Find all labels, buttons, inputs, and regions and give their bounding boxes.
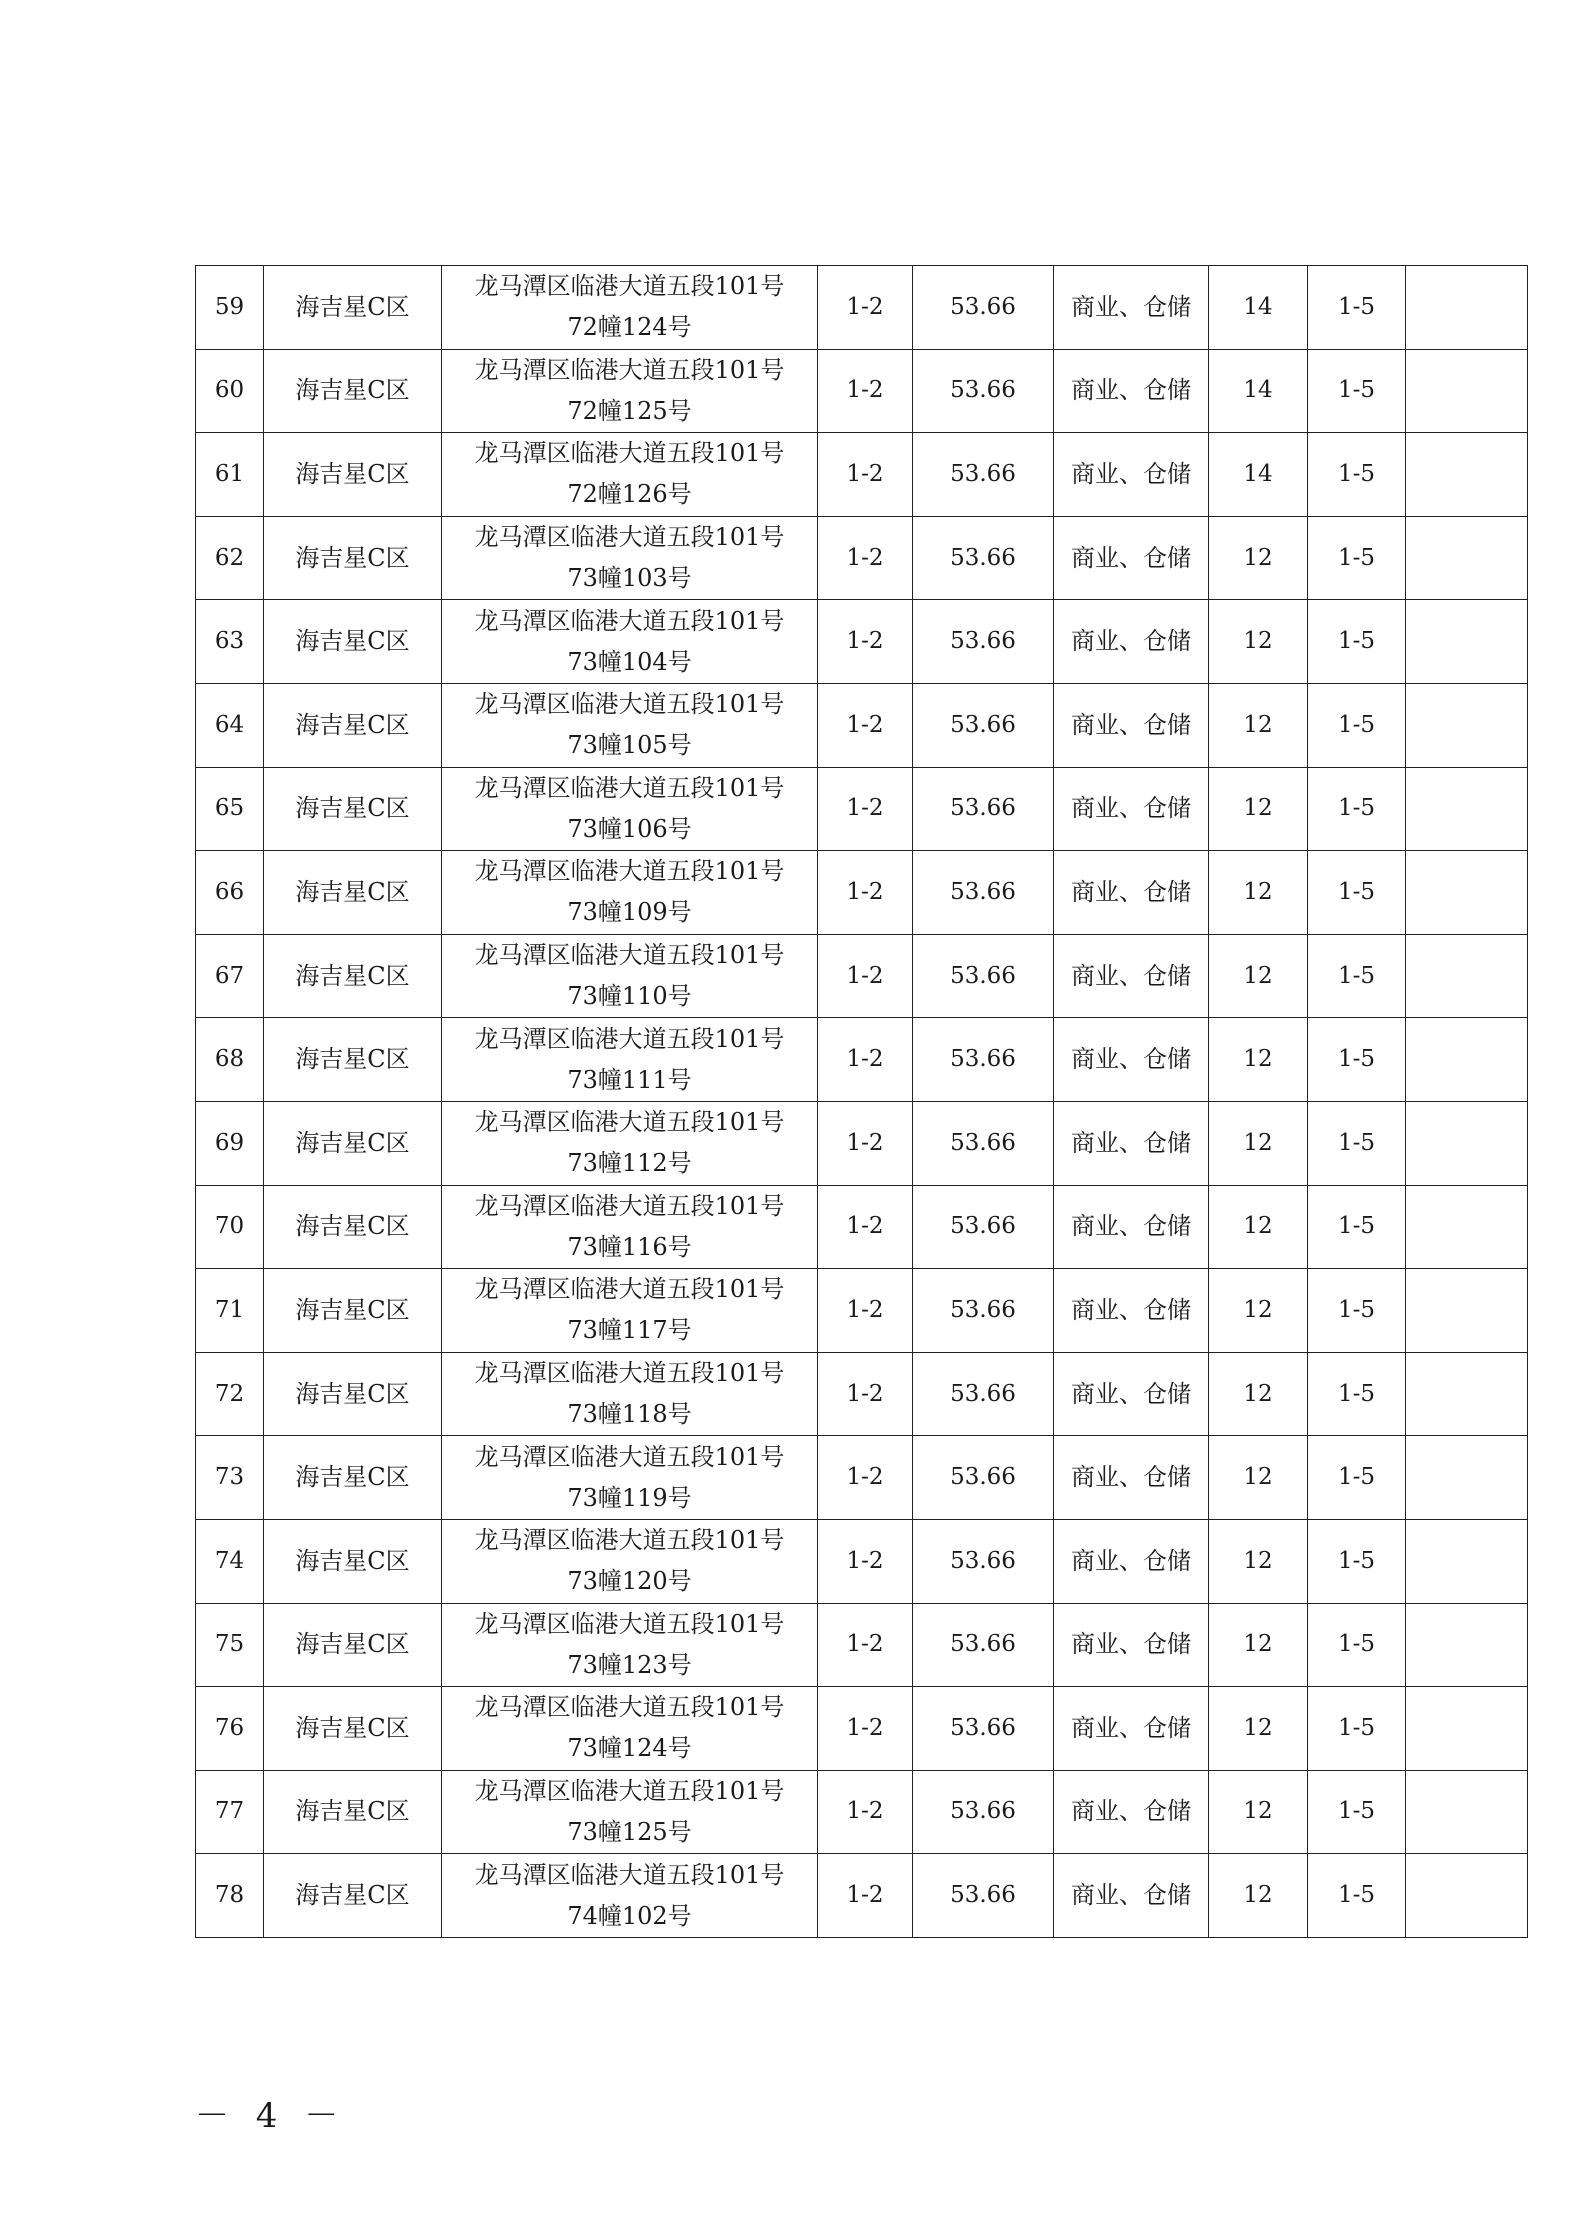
row-number-cell: 74 <box>196 1519 264 1603</box>
row-number-cell: 76 <box>196 1687 264 1771</box>
floor-cell: 1-2 <box>818 266 913 350</box>
note-cell <box>1406 433 1528 517</box>
address-line-2: 73幢124号 <box>567 1734 692 1763</box>
use-cell: 商业、仓储 <box>1054 266 1209 350</box>
use-cell: 商业、仓储 <box>1054 433 1209 517</box>
row-number-cell: 77 <box>196 1770 264 1854</box>
use-cell: 商业、仓储 <box>1054 1854 1209 1938</box>
area-cell: 海吉星C区 <box>264 1854 442 1938</box>
floor-cell: 1-2 <box>818 600 913 684</box>
address-line-1: 龙马潭区临港大道五段101号 <box>474 1776 785 1805</box>
area-cell: 海吉星C区 <box>264 1185 442 1269</box>
address-line-2: 73幢116号 <box>567 1232 692 1261</box>
note-cell <box>1406 1185 1528 1269</box>
use-cell: 商业、仓储 <box>1054 1101 1209 1185</box>
range-cell: 1-5 <box>1308 1101 1406 1185</box>
address-line-2: 73幢106号 <box>567 814 692 843</box>
note-cell <box>1406 1687 1528 1771</box>
address-line-1: 龙马潭区临港大道五段101号 <box>474 1024 785 1053</box>
size-cell: 53.66 <box>913 1352 1054 1436</box>
floor-cell: 1-2 <box>818 1519 913 1603</box>
floor-cell: 1-2 <box>818 1185 913 1269</box>
floor-cell: 1-2 <box>818 1352 913 1436</box>
size-cell: 53.66 <box>913 433 1054 517</box>
address-line-1: 龙马潭区临港大道五段101号 <box>474 1108 785 1137</box>
property-table <box>195 265 1528 1938</box>
use-cell: 商业、仓储 <box>1054 600 1209 684</box>
size-cell: 53.66 <box>913 266 1054 350</box>
row-number-cell: 62 <box>196 516 264 600</box>
address-line-1: 龙马潭区临港大道五段101号 <box>474 272 785 301</box>
row-number-cell: 66 <box>196 851 264 935</box>
range-cell: 1-5 <box>1308 1603 1406 1687</box>
size-cell: 53.66 <box>913 1436 1054 1520</box>
address-cell <box>442 1185 818 1269</box>
address-line-2: 72幢124号 <box>567 313 692 342</box>
area-cell: 海吉星C区 <box>264 851 442 935</box>
area-cell: 海吉星C区 <box>264 1436 442 1520</box>
table-row <box>196 1770 1528 1854</box>
size-cell: 53.66 <box>913 1185 1054 1269</box>
address-line-2: 73幢118号 <box>567 1400 692 1429</box>
count-cell: 12 <box>1209 600 1308 684</box>
use-cell: 商业、仓储 <box>1054 683 1209 767</box>
note-cell <box>1406 1770 1528 1854</box>
range-cell: 1-5 <box>1308 433 1406 517</box>
note-cell <box>1406 1603 1528 1687</box>
address-cell <box>442 1436 818 1520</box>
address-line-1: 龙马潭区临港大道五段101号 <box>474 1359 785 1388</box>
use-cell: 商业、仓储 <box>1054 1519 1209 1603</box>
range-cell: 1-5 <box>1308 600 1406 684</box>
address-line-1: 龙马潭区临港大道五段101号 <box>474 1609 785 1638</box>
range-cell: 1-5 <box>1308 1185 1406 1269</box>
row-number-cell: 60 <box>196 349 264 433</box>
address-line-2: 73幢125号 <box>567 1817 692 1846</box>
count-cell: 12 <box>1209 1185 1308 1269</box>
count-cell: 14 <box>1209 266 1308 350</box>
range-cell: 1-5 <box>1308 1018 1406 1102</box>
address-line-2: 72幢125号 <box>567 396 692 425</box>
address-line-2: 73幢120号 <box>567 1567 692 1596</box>
row-number-cell: 65 <box>196 767 264 851</box>
address-line-1: 龙马潭区临港大道五段101号 <box>474 523 785 552</box>
note-cell <box>1406 349 1528 433</box>
row-number-cell: 63 <box>196 600 264 684</box>
table-row <box>196 266 1528 350</box>
address-cell <box>442 1018 818 1102</box>
address-line-2: 72幢126号 <box>567 480 692 509</box>
row-number-cell: 78 <box>196 1854 264 1938</box>
range-cell: 1-5 <box>1308 266 1406 350</box>
address-cell <box>442 1854 818 1938</box>
use-cell: 商业、仓储 <box>1054 1269 1209 1353</box>
table-row <box>196 767 1528 851</box>
table-row <box>196 1018 1528 1102</box>
range-cell: 1-5 <box>1308 1269 1406 1353</box>
range-cell: 1-5 <box>1308 683 1406 767</box>
table-row <box>196 683 1528 767</box>
use-cell: 商业、仓储 <box>1054 1770 1209 1854</box>
address-cell <box>442 1770 818 1854</box>
area-cell: 海吉星C区 <box>264 767 442 851</box>
table-row <box>196 516 1528 600</box>
address-line-2: 73幢123号 <box>567 1650 692 1679</box>
count-cell: 12 <box>1209 934 1308 1018</box>
address-line-1: 龙马潭区临港大道五段101号 <box>474 439 785 468</box>
range-cell: 1-5 <box>1308 1687 1406 1771</box>
table-row <box>196 1603 1528 1687</box>
address-cell <box>442 1687 818 1771</box>
range-cell: 1-5 <box>1308 1854 1406 1938</box>
count-cell: 12 <box>1209 851 1308 935</box>
count-cell: 12 <box>1209 1018 1308 1102</box>
range-cell: 1-5 <box>1308 1770 1406 1854</box>
table-row <box>196 1269 1528 1353</box>
row-number-cell: 64 <box>196 683 264 767</box>
note-cell <box>1406 516 1528 600</box>
address-line-1: 龙马潭区临港大道五段101号 <box>474 857 785 886</box>
floor-cell: 1-2 <box>818 349 913 433</box>
use-cell: 商业、仓储 <box>1054 851 1209 935</box>
address-cell <box>442 433 818 517</box>
note-cell <box>1406 1519 1528 1603</box>
address-line-1: 龙马潭区临港大道五段101号 <box>474 1191 785 1220</box>
range-cell: 1-5 <box>1308 851 1406 935</box>
area-cell: 海吉星C区 <box>264 1603 442 1687</box>
address-line-1: 龙马潭区临港大道五段101号 <box>474 690 785 719</box>
area-cell: 海吉星C区 <box>264 1519 442 1603</box>
area-cell: 海吉星C区 <box>264 266 442 350</box>
use-cell: 商业、仓储 <box>1054 1603 1209 1687</box>
address-line-2: 73幢117号 <box>567 1316 692 1345</box>
use-cell: 商业、仓储 <box>1054 349 1209 433</box>
address-cell <box>442 851 818 935</box>
floor-cell: 1-2 <box>818 1269 913 1353</box>
size-cell: 53.66 <box>913 1603 1054 1687</box>
address-line-2: 74幢102号 <box>567 1901 692 1930</box>
floor-cell: 1-2 <box>818 934 913 1018</box>
row-number-cell: 68 <box>196 1018 264 1102</box>
area-cell: 海吉星C区 <box>264 1687 442 1771</box>
address-line-1: 龙马潭区临港大道五段101号 <box>474 1860 785 1889</box>
address-cell <box>442 600 818 684</box>
count-cell: 12 <box>1209 1436 1308 1520</box>
range-cell: 1-5 <box>1308 516 1406 600</box>
note-cell <box>1406 767 1528 851</box>
size-cell: 53.66 <box>913 683 1054 767</box>
range-cell: 1-5 <box>1308 767 1406 851</box>
table-row <box>196 851 1528 935</box>
address-line-1: 龙马潭区临港大道五段101号 <box>474 1526 785 1555</box>
size-cell: 53.66 <box>913 934 1054 1018</box>
area-cell: 海吉星C区 <box>264 1269 442 1353</box>
address-line-1: 龙马潭区临港大道五段101号 <box>474 355 785 384</box>
area-cell: 海吉星C区 <box>264 433 442 517</box>
floor-cell: 1-2 <box>818 1018 913 1102</box>
table-body <box>196 266 1528 1938</box>
row-number-cell: 69 <box>196 1101 264 1185</box>
row-number-cell: 71 <box>196 1269 264 1353</box>
floor-cell: 1-2 <box>818 433 913 517</box>
address-line-2: 73幢110号 <box>567 982 692 1011</box>
address-line-2: 73幢111号 <box>567 1065 692 1094</box>
address-line-2: 73幢104号 <box>567 647 692 676</box>
count-cell: 12 <box>1209 1854 1308 1938</box>
note-cell <box>1406 1854 1528 1938</box>
count-cell: 12 <box>1209 1101 1308 1185</box>
area-cell: 海吉星C区 <box>264 1101 442 1185</box>
address-cell <box>442 934 818 1018</box>
address-cell <box>442 1519 818 1603</box>
use-cell: 商业、仓储 <box>1054 1687 1209 1771</box>
count-cell: 12 <box>1209 1519 1308 1603</box>
note-cell <box>1406 1269 1528 1353</box>
address-cell <box>442 266 818 350</box>
address-cell <box>442 349 818 433</box>
count-cell: 12 <box>1209 1603 1308 1687</box>
size-cell: 53.66 <box>913 1770 1054 1854</box>
row-number-cell: 75 <box>196 1603 264 1687</box>
table-row <box>196 1687 1528 1771</box>
address-cell <box>442 516 818 600</box>
size-cell: 53.66 <box>913 851 1054 935</box>
count-cell: 12 <box>1209 1269 1308 1353</box>
note-cell <box>1406 266 1528 350</box>
floor-cell: 1-2 <box>818 516 913 600</box>
address-cell <box>442 1269 818 1353</box>
count-cell: 12 <box>1209 1770 1308 1854</box>
area-cell: 海吉星C区 <box>264 349 442 433</box>
size-cell: 53.66 <box>913 600 1054 684</box>
count-cell: 12 <box>1209 516 1308 600</box>
size-cell: 53.66 <box>913 767 1054 851</box>
note-cell <box>1406 934 1528 1018</box>
size-cell: 53.66 <box>913 1687 1054 1771</box>
floor-cell: 1-2 <box>818 1770 913 1854</box>
table-row <box>196 934 1528 1018</box>
row-number-cell: 61 <box>196 433 264 517</box>
use-cell: 商业、仓储 <box>1054 934 1209 1018</box>
range-cell: 1-5 <box>1308 349 1406 433</box>
area-cell: 海吉星C区 <box>264 516 442 600</box>
table-row <box>196 349 1528 433</box>
floor-cell: 1-2 <box>818 1101 913 1185</box>
count-cell: 12 <box>1209 1352 1308 1436</box>
note-cell <box>1406 1018 1528 1102</box>
area-cell: 海吉星C区 <box>264 1018 442 1102</box>
use-cell: 商业、仓储 <box>1054 1185 1209 1269</box>
note-cell <box>1406 600 1528 684</box>
size-cell: 53.66 <box>913 1018 1054 1102</box>
floor-cell: 1-2 <box>818 683 913 767</box>
size-cell: 53.66 <box>913 1519 1054 1603</box>
floor-cell: 1-2 <box>818 1854 913 1938</box>
row-number-cell: 59 <box>196 266 264 350</box>
use-cell: 商业、仓储 <box>1054 1352 1209 1436</box>
address-line-2: 73幢109号 <box>567 898 692 927</box>
address-line-1: 龙马潭区临港大道五段101号 <box>474 1693 785 1722</box>
count-cell: 12 <box>1209 1687 1308 1771</box>
range-cell: 1-5 <box>1308 1436 1406 1520</box>
table-row <box>196 1101 1528 1185</box>
floor-cell: 1-2 <box>818 1603 913 1687</box>
note-cell <box>1406 683 1528 767</box>
size-cell: 53.66 <box>913 349 1054 433</box>
table-row <box>196 433 1528 517</box>
area-cell: 海吉星C区 <box>264 1770 442 1854</box>
page-number: － 4 － <box>195 2096 347 2136</box>
use-cell: 商业、仓储 <box>1054 516 1209 600</box>
address-line-1: 龙马潭区临港大道五段101号 <box>474 941 785 970</box>
range-cell: 1-5 <box>1308 934 1406 1018</box>
area-cell: 海吉星C区 <box>264 1352 442 1436</box>
row-number-cell: 72 <box>196 1352 264 1436</box>
size-cell: 53.66 <box>913 1101 1054 1185</box>
floor-cell: 1-2 <box>818 767 913 851</box>
area-cell: 海吉星C区 <box>264 934 442 1018</box>
address-cell <box>442 683 818 767</box>
table-row <box>196 600 1528 684</box>
address-cell <box>442 1352 818 1436</box>
note-cell <box>1406 851 1528 935</box>
address-cell <box>442 1603 818 1687</box>
table-row <box>196 1185 1528 1269</box>
address-line-1: 龙马潭区临港大道五段101号 <box>474 773 785 802</box>
table-row <box>196 1436 1528 1520</box>
row-number-cell: 67 <box>196 934 264 1018</box>
address-line-2: 73幢112号 <box>567 1149 692 1178</box>
use-cell: 商业、仓储 <box>1054 767 1209 851</box>
use-cell: 商业、仓储 <box>1054 1018 1209 1102</box>
note-cell <box>1406 1101 1528 1185</box>
size-cell: 53.66 <box>913 516 1054 600</box>
count-cell: 12 <box>1209 767 1308 851</box>
note-cell <box>1406 1436 1528 1520</box>
address-line-2: 73幢119号 <box>567 1483 692 1512</box>
address-cell <box>442 767 818 851</box>
size-cell: 53.66 <box>913 1854 1054 1938</box>
address-line-2: 73幢105号 <box>567 731 692 760</box>
address-line-1: 龙马潭区临港大道五段101号 <box>474 606 785 635</box>
area-cell: 海吉星C区 <box>264 600 442 684</box>
table-row <box>196 1519 1528 1603</box>
use-cell: 商业、仓储 <box>1054 1436 1209 1520</box>
table-row <box>196 1854 1528 1938</box>
count-cell: 14 <box>1209 433 1308 517</box>
area-cell: 海吉星C区 <box>264 683 442 767</box>
note-cell <box>1406 1352 1528 1436</box>
address-cell <box>442 1101 818 1185</box>
address-line-1: 龙马潭区临港大道五段101号 <box>474 1442 785 1471</box>
floor-cell: 1-2 <box>818 851 913 935</box>
row-number-cell: 70 <box>196 1185 264 1269</box>
range-cell: 1-5 <box>1308 1352 1406 1436</box>
range-cell: 1-5 <box>1308 1519 1406 1603</box>
row-number-cell: 73 <box>196 1436 264 1520</box>
floor-cell: 1-2 <box>818 1436 913 1520</box>
count-cell: 14 <box>1209 349 1308 433</box>
count-cell: 12 <box>1209 683 1308 767</box>
table-row <box>196 1352 1528 1436</box>
address-line-1: 龙马潭区临港大道五段101号 <box>474 1275 785 1304</box>
floor-cell: 1-2 <box>818 1687 913 1771</box>
address-line-2: 73幢103号 <box>567 564 692 593</box>
size-cell: 53.66 <box>913 1269 1054 1353</box>
